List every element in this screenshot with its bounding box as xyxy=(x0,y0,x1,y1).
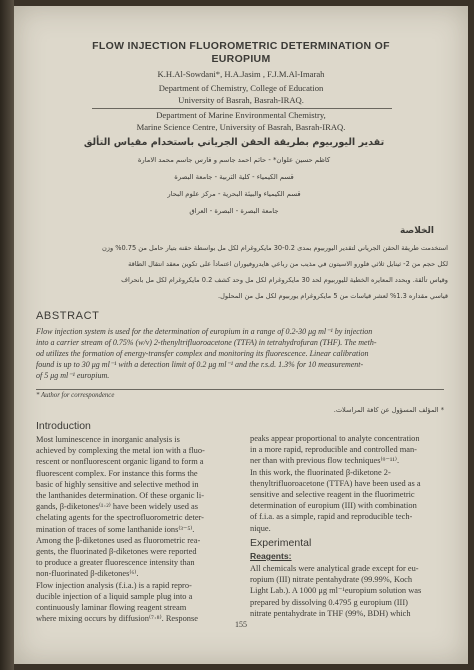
experimental-heading: Experimental xyxy=(250,537,312,549)
authors: K.H.Al-Sowdani*, H.A.Jasim , F.J.M.Al-Imarah xyxy=(157,69,325,79)
abstract-line5: of 5 μg ml⁻¹ europium. xyxy=(36,371,110,380)
body-line: nitrate pentahydrate in THF (99%, BDH) which xyxy=(250,608,411,618)
body-line: Light Lab.). A 1000 μg ml⁻¹europium solution was xyxy=(250,586,422,596)
affiliation-1-line1: Department of Chemistry, College of Education xyxy=(158,83,324,93)
footnote-english: * Author for correspondence xyxy=(36,392,115,399)
arabic-university: جامعة البصرة - البصرة - العراق xyxy=(189,207,279,215)
intro-line: rescent or nonfluorescent organic ligand to form a xyxy=(36,457,204,467)
body-line: determination of europium (III) with combination xyxy=(250,501,417,511)
introduction-heading: Introduction xyxy=(36,420,91,432)
intro-line: ducible injection of a liquid sample plug into a xyxy=(36,591,193,601)
intro-line: fluorescent complex. For instance this forms the xyxy=(36,468,198,478)
introduction-text xyxy=(36,434,241,624)
abstract-line1: Flow injection system is used for the determination of europium in a range of 0.2-30 μg ml⁻¹ by injection xyxy=(36,327,373,336)
intro-line: achieved by complexing the metal ion with a fluo- xyxy=(36,446,205,456)
body-line: sensitive and selective reagent in the fluorimetric xyxy=(250,490,415,500)
arabic-dept-2: قسم الكيمياء والبيئة البحرية - مركز علوم البحار xyxy=(167,190,301,198)
arabic-abstract-line1: استخدمت طريقة الحقن الجرياني لتقدير اليوربيوم بمدى 0.2-30 مايكروغرام لكل مل بواسطة حقنه بتيار حامل من 0.75% وزن xyxy=(101,244,448,252)
body-line: In this work, the fluorinated β-diketone 2- xyxy=(250,467,391,477)
body-line: in a more rapid, reproducible and controlled man- xyxy=(250,445,417,455)
intro-line: chelating agents for the spectrofluorometric deter- xyxy=(36,513,204,523)
intro-line: to produce a greater fluorescence intensity than xyxy=(36,558,195,568)
intro-line: mination of traces of some lanthanide ions⁽³⁻⁵⁾. xyxy=(36,524,195,534)
body-line: All chemicals were analytical grade except for eu- xyxy=(250,564,419,573)
arabic-abstract-heading: الخلاصة xyxy=(400,226,434,236)
abstract-line4: found is up to 30 μg ml⁻¹ with a detection limit of 0.2 μg ml⁻¹ and the r.s.d. 1.3% for 10 measurement- xyxy=(36,360,364,369)
intro-line: Flow injection analysis (f.i.a.) is a rapid repro- xyxy=(36,580,192,590)
intro-line: non-fluorinated β-diketones⁽⁶⁾. xyxy=(36,569,139,579)
paper-title-line2: EUROPIUM xyxy=(211,53,271,65)
intro-line: basic of highly sensitive and selective method in xyxy=(36,479,199,489)
abstract-heading: ABSTRACT xyxy=(36,310,100,322)
footnote-arabic: * المؤلف المسؤول عن كافة المراسلات. xyxy=(333,406,444,414)
intro-line: where mixing occurs by diffusion⁽⁷·⁸⁾. Response xyxy=(36,614,198,624)
body-line: of f.i.a. as a simple, rapid and reproducible tech- xyxy=(250,512,413,522)
arabic-dept-1: قسم الكيمياء - كلية التربية - جامعة البصرة xyxy=(174,173,294,181)
page-edge-shadow xyxy=(0,0,14,670)
abstract-line3: od utilizes the formation of energy-transfer complex and monitoring its fluorescence. Linear calibration xyxy=(36,349,369,358)
arabic-abstract-line4: قياسي مقداره 1.3% لعشر قياسات من 5 مايكروغرام يوربيوم لكل مل من المحلول. xyxy=(218,292,448,300)
arabic-title: تقدير اليوربيوم بطريقة الحقن الجرياني باستخدام مقياس التألق xyxy=(83,137,385,148)
right-column-text xyxy=(250,433,458,534)
body-line: ner than with previous flow techniques⁽⁹⁻¹¹⁾. xyxy=(250,456,400,466)
body-line: peaks appear proportional to analyte concentration xyxy=(250,434,420,443)
intro-line: Most luminescence in inorganic analysis is xyxy=(36,435,180,444)
abstract-line2: into a carrier stream of 0.75% (w/v) 2-thenyltrifluoroacetone (TTFA) in tetrahydrofuran (THF). The meth- xyxy=(36,338,377,347)
arabic-abstract-line3: وقياس تألقة. وبحدد المعايره الخطية لليوربيوم لحد 30 مايكروغرام لكل مل وحد كشف 0.2 مايكروغرام لكل مل بانحراف xyxy=(121,276,448,284)
header-divider xyxy=(92,108,392,109)
footnote-divider xyxy=(36,389,444,390)
intro-line: the lanthanides determination. Of these organic li- xyxy=(36,491,204,501)
affiliation-2-line1: Department of Marine Environmental Chemistry, xyxy=(156,110,326,120)
affiliation-2-line2: Marine Science Centre, University of Basrah, Basrah-IRAQ. xyxy=(136,122,346,132)
body-line: thenyltrifluoroacetone (TTFA) have been used as a xyxy=(250,478,421,488)
intro-line: gands, β-diketones⁽¹·²⁾ have been widely used as xyxy=(36,502,199,512)
page-number: 155 xyxy=(235,620,247,629)
reagents-heading: Reagents: xyxy=(250,551,292,561)
body-line: prepared by dissolving 0.4795 g europium (III) xyxy=(250,597,408,607)
body-line: ropium (III) nitrate pentahydrate (99.99%, Koch xyxy=(250,575,413,585)
intro-line: Among the β-diketones used as fluorometric rea- xyxy=(36,535,201,545)
body-line: nique. xyxy=(250,523,271,533)
journal-page xyxy=(14,6,468,664)
affiliation-1-line2: University of Basrah, Basrah-IRAQ. xyxy=(178,95,304,105)
reagents-text xyxy=(250,563,458,619)
arabic-authors: كاظم حسين علوان* - حاتم احمد جاسم و فارس جاسم محمد الامارة xyxy=(137,156,331,164)
arabic-abstract-line2: لكل حجم من 2- ثينايل ثلاثي فلورو الاسيتون في مذيب من رباعي هايدروفيوران اعتماداً على تكوين معقد انتقال الطاقة xyxy=(128,260,448,268)
intro-line: continuously laminar flowing reagent stream xyxy=(36,603,187,613)
intro-line: gents, the fluorinated β-diketones were reported xyxy=(36,547,197,557)
paper-title-line1: FLOW INJECTION FLUOROMETRIC DETERMINATION OF xyxy=(92,40,390,52)
